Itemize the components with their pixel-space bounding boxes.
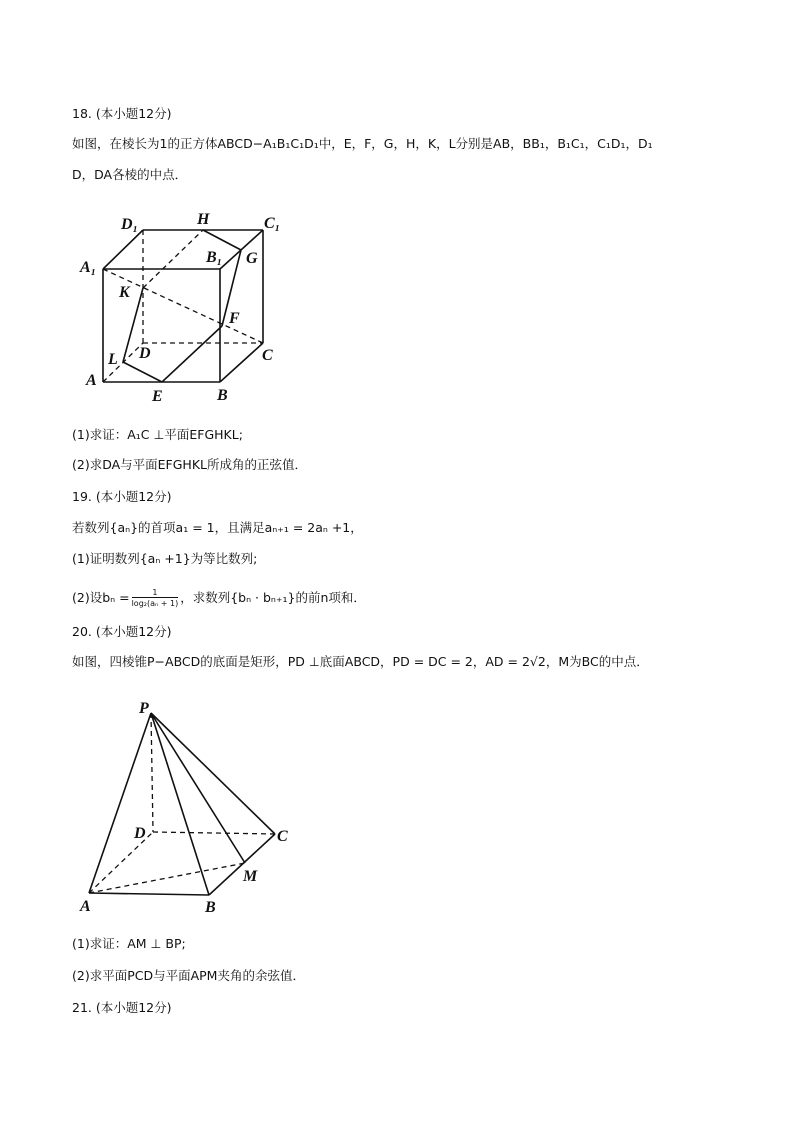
problem-20-header: 20. (本小题12分) <box>72 624 172 639</box>
label-B: B <box>205 899 216 916</box>
label-P: P <box>139 700 149 717</box>
problem-18-header: 18. (本小题12分) <box>72 106 172 121</box>
label-A1: A₁ <box>80 259 97 276</box>
label-E: E <box>152 388 163 405</box>
label-K: K <box>119 284 130 301</box>
label-D: D <box>139 345 151 362</box>
problem-18-part2: (2)求DA与平面EFGHKL所成角的正弦值． <box>72 457 307 472</box>
pyramid-figure <box>75 693 300 918</box>
label-C1: C₁ <box>264 215 281 232</box>
label-F: F <box>229 310 240 327</box>
fraction-numerator: 1 <box>152 588 158 597</box>
part2-suffix: ，求数列{bₙ · bₙ₊₁}的前n项和． <box>180 590 366 605</box>
problem-19-stem: 若数列{aₙ}的首项a₁ = 1，且满足aₙ₊₁ = 2aₙ +1， <box>72 520 363 535</box>
problem-19-part1: (1)证明数列{aₙ +1}为等比数列; <box>72 551 258 566</box>
fraction <box>132 588 179 608</box>
label-B: B <box>217 387 228 404</box>
label-B1: B₁ <box>206 249 223 266</box>
problem-20-part1: (1)求证：AM ⊥ BP; <box>72 936 186 951</box>
problem-20-stem: 如图，四棱锥P−ABCD的底面是矩形，PD ⊥底面ABCD，PD = DC = 2，AD = 2√2，M为BC的中点． <box>72 654 649 669</box>
label-L: L <box>108 351 118 368</box>
label-D1: D₁ <box>121 216 139 233</box>
fraction-denominator: log₂(aₙ + 1) <box>131 599 179 608</box>
part2-prefix: (2)设bₙ = <box>72 590 130 605</box>
label-A: A <box>86 372 97 389</box>
cube-figure <box>70 205 310 410</box>
label-D: D <box>134 825 146 842</box>
label-C: C <box>277 828 288 845</box>
label-H: H <box>197 211 210 228</box>
problem-19-header: 19. (本小题12分) <box>72 489 172 504</box>
label-C: C <box>262 347 273 364</box>
problem-18-part1: (1)求证：A₁C ⊥平面EFGHKL; <box>72 427 243 442</box>
label-M: M <box>243 868 258 885</box>
problem-18-stem-line2: D，DA各棱的中点． <box>72 167 188 182</box>
problem-18-stem-line1: 如图，在棱长为1的正方体ABCD−A₁B₁C₁D₁中，E，F，G，H，K，L分别是AB，BB₁，B₁C₁，C₁D₁，D₁ <box>72 136 653 151</box>
label-A: A <box>80 898 91 915</box>
problem-19-part2 <box>72 588 366 608</box>
label-G: G <box>246 250 258 267</box>
problem-21-header: 21. (本小题12分) <box>72 1000 172 1015</box>
problem-20-part2: (2)求平面PCD与平面APM夹角的余弦值． <box>72 968 305 983</box>
